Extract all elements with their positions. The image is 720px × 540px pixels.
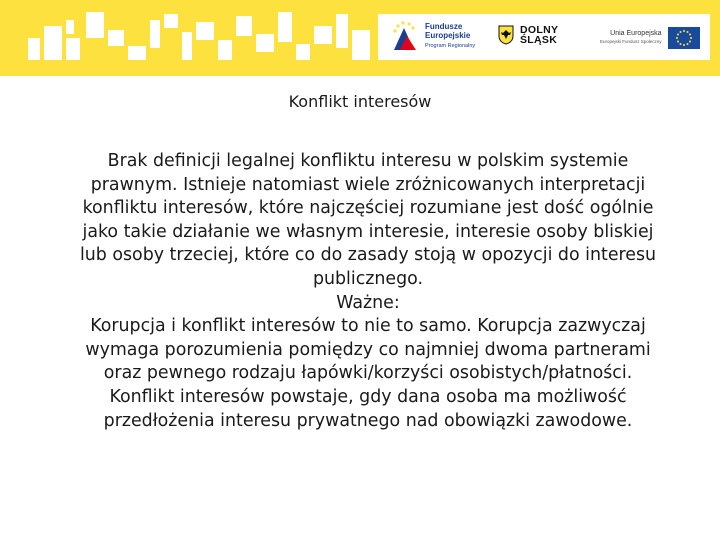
eu-line2: Europejski Fundusz Społeczny [600,39,662,44]
funds-logo [390,18,475,54]
decorative-block [196,22,214,40]
eu-flag-icon [668,27,700,49]
decorative-block [150,20,160,48]
decorative-block [128,46,146,60]
decorative-block [256,34,274,52]
decorative-block [108,30,124,46]
logo-bar [378,14,710,60]
decorative-block [336,14,348,48]
corruption-paragraph: Korupcja i konflikt interesów to nie to samo. Korupcja zazwyczaj wymaga porozumienia pomiędzy co najmniej dwoma partnerami oraz pewnego rodzaju łapówki/korzyści osobistych/płatności. Konflikt interesów powstaje, gdy dana osoba ma możliwość przedłożenia interesu prywatnego nad obowiązki zawodowe. [85,316,651,431]
decorative-block [66,38,80,60]
decorative-block [182,32,192,60]
decorative-block [236,16,252,36]
decorative-block [296,44,310,60]
slide-title: Konflikt interesów [288,92,432,111]
decorative-block [278,12,292,42]
region-line2: ŚLĄSK [520,34,558,46]
decorative-block [66,20,74,34]
region-logo [498,25,558,45]
eu-logo [600,27,700,49]
decorative-block [352,30,370,60]
decorative-block [44,26,62,60]
decorative-block [28,38,40,60]
decorative-block [86,12,104,38]
funds-line3: Program Regionalny [425,42,476,49]
decorative-block [218,40,232,60]
decorative-block [314,26,332,44]
funds-line1: Fundusze [425,21,463,31]
definition-paragraph: Brak definicji legalnej konfliktu interesu w polskim systemie prawnym. Istnieje natomiast wiele zróżnicowanych interpretacji konfliktu interesów, które najczęściej rozumiane jest dość ogólnie jako takie działanie we własnym interesie, interesie osoby bliskiej lub osoby trzeciej, które co do zasady stoją w opozycji do interesu publicznego. [79,151,657,289]
header-band [0,0,720,76]
eagle-shield-icon [498,25,514,45]
funds-stars-icon [390,18,420,54]
funds-line2: Europejskie [425,30,471,40]
important-label: Ważne: [336,292,400,313]
slide-body [72,150,664,433]
eu-line1: Unia Europejska [610,30,662,37]
region-line1: DOLNY [520,24,559,36]
decorative-block [164,14,178,28]
